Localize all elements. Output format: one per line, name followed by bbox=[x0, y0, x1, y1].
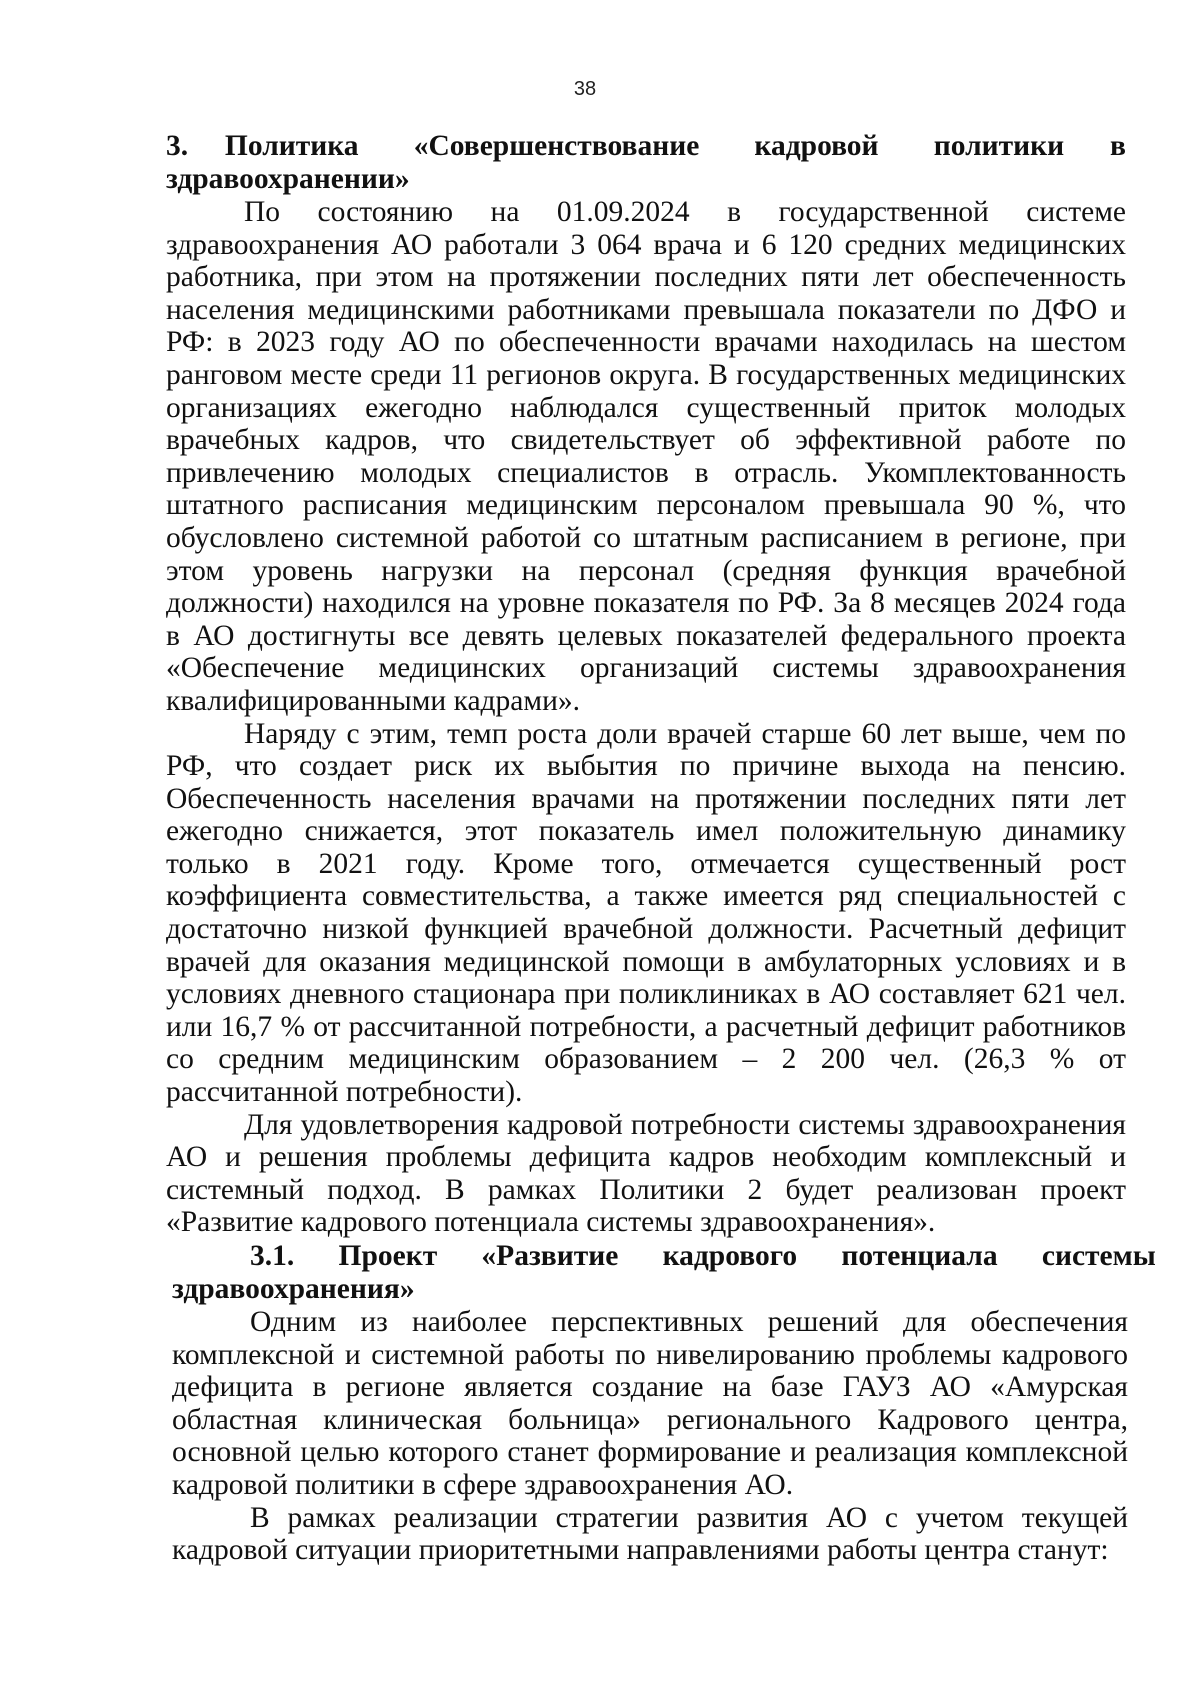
section-3-1-paragraph-1: Одним из наиболее перспективных решений для обеспечения комплексной и системной работы по нивелированию проблемы кадрового дефицита в регионе является создание на базе ГАУЗ АО «Амурская областная клиническая больница» регионального Кадрового центра, основной целью которого станет формирование и реализация комплексной кадровой политики в сфере здравоохранения АО. bbox=[172, 1306, 1128, 1501]
section-3-paragraph-1: По состоянию на 01.09.2024 в государственной системе здравоохранения АО работали 3 064 врача и 6 120 средних медицинских работника, при этом на протяжении последних пяти лет обеспеченность населения медицинскими работниками превышала показатели по ДФО и РФ: в 2023 году АО по обеспеченности врачами находилась на шестом ранговом месте среди 11 регионов округа. В государственных медицинских организациях ежегодно наблюдался существенный приток молодых врачебных кадров, что свидетельствует об эффективной работе по привлечению молодых специалистов в отрасль. Укомплектованность штатного расписания медицинским персоналом превышала 90 %, что обусловлено системной работой со штатным расписанием в регионе, при этом уровень нагрузки на персонал (средняя функция врачебной должности) находился на уровне показателя по РФ. За 8 месяцев 2024 года в АО достигнуты все девять целевых показателей федерального проекта «Обеспечение медицинских организаций системы здравоохранения квалифицированными кадрами». bbox=[166, 196, 1126, 717]
section-3-1-paragraph-2: В рамках реализации стратегии развития АО с учетом текущей кадровой ситуации приоритетными направлениями работы центра станут: bbox=[172, 1501, 1128, 1567]
section-3-heading: 3. Политика «Совершенствование кадровой политики в здравоохранении» bbox=[166, 130, 1126, 195]
section-3 bbox=[166, 130, 1126, 1239]
section-3-paragraph-3: Для удовлетворения кадровой потребности системы здравоохранения АО и решения проблемы дефицита кадров необходим комплексный и системный подход. В рамках Политики 2 будет реализован проект «Развитие кадрового потенциала системы здравоохранения». bbox=[166, 1108, 1126, 1239]
section-3-1 bbox=[172, 1240, 1156, 1567]
section-3-1-heading: 3.1. Проект «Развитие кадрового потенциала системы здравоохранения» bbox=[172, 1240, 1156, 1305]
page-number: 38 bbox=[573, 78, 597, 100]
section-3-paragraph-2: Наряду с этим, темп роста доли врачей старше 60 лет выше, чем по РФ, что создает риск их выбытия по причине выхода на пенсию. Обеспеченность населения врачами на протяжении последних пяти лет ежегодно снижается, этот показатель имел положительную динамику только в 2021 году. Кроме того, отмечается существенный рост коэффициента совместительства, а также имеется ряд специальностей с достаточно низкой функцией врачебной должности. Расчетный дефицит врачей для оказания медицинской помощи в амбулаторных условиях и в условиях дневного стационара при поликлиниках в АО составляет 621 чел. или 16,7 % от рассчитанной потребности, а расчетный дефицит работников со средним медицинским образованием – 2 200 чел. (26,3 % от рассчитанной потребности). bbox=[166, 717, 1126, 1109]
